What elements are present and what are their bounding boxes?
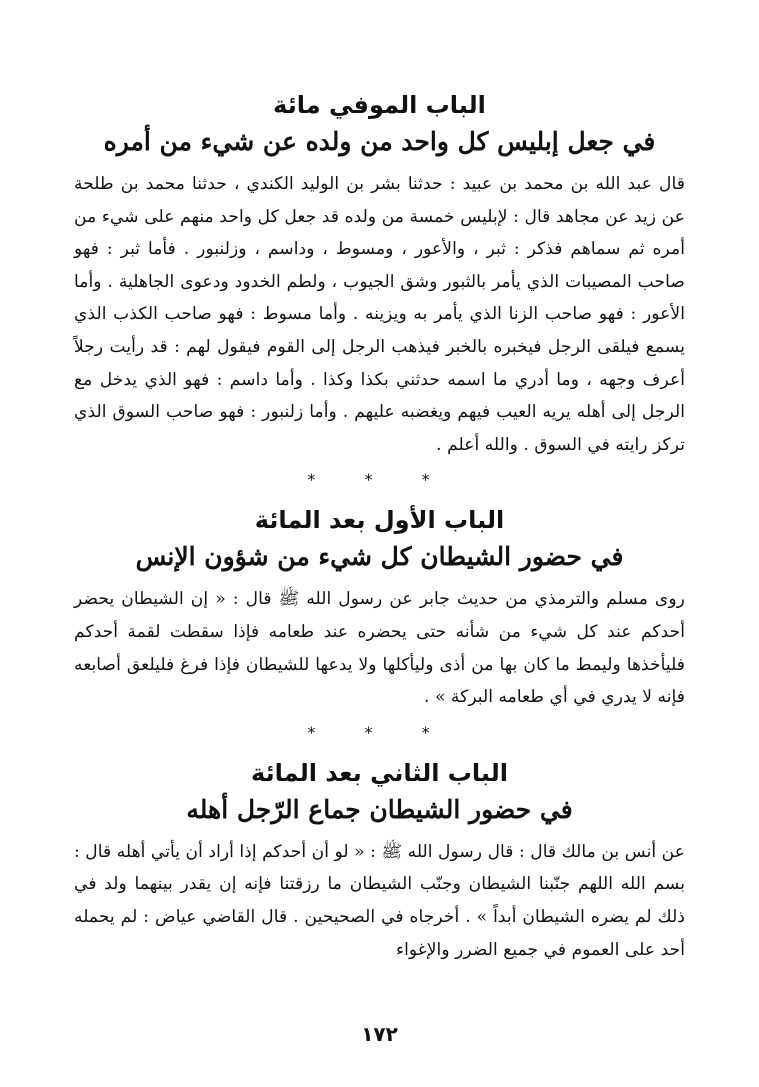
chapter-body: عن أنس بن مالك قال : قال رسول الله ﷺ : « لو أن أحدكم إذا أراد أن يأتي أهله قال : بسم الله اللهم جنّبنا الشيطان وجنّب الشيطان ما رزقتنا فإنه إن يقدر بينهما ولد في ذلك لم يضره الشيطان أبداً » . أخرجاه في الصحيحين . قال القاضي عياض : لم يحمله أحد على العموم في جميع الضرر والإغواء — [74, 841, 685, 960]
section-separator: * * * — [307, 470, 452, 490]
chapter-subtitle: في حضور الشيطان جماع الرّجل أهله — [186, 794, 573, 824]
chapter-body: روى مسلم والترمذي من حديث جابر عن رسول الله ﷺ قال : « إن الشيطان يحضر أحدكم عند كل شيء من شأنه حتى يحضره عند طعامه فإذا سقطت لقمة أحدكم فليأخذها وليمط ما كان بها من أذى وليأكلها ولا يدعها للشيطان فإذا فرغ فليلعق أصابعه فإنه لا يدري في أي طعامه البركة » . — [74, 589, 685, 708]
page-number: ١٧٢ — [361, 1022, 398, 1046]
chapter-title: الباب الأول بعد المائة — [254, 506, 505, 535]
chapter-body: قال عبد الله بن محمد بن عبيد : حدثنا بشر بن الوليد الكندي ، حدثنا محمد بن طلحة عن زيد عن مجاهد قال : لإبليس خمسة من ولده قد جعل كل واحد منهم على شيء من أمره ثم سماهم فذكر : ثبر ، والأعور ، ومسوط ، وداسم ، وزلنبور . فأما ثبر : فهو صاحب المصيبات الذي يأمر بالثبور وشق الجيوب ، ولطم الخدود ودعوى الجاهلية . وأما الأعور : فهو صاحب الزنا الذي يأمر به ويزينه . وأما مسوط : فهو صاحب الكذب الذي يسمع فيلقى الرجل فيخبره بالخبر فيذهب الرجل إلى القوم فيقول لهم : قد رأيت رجلاً أعرف وجهه ، وما أدري ما اسمه حدثني بكذا وكذا . وأما داسم : فهو الذي يدخل مع الرجل إلى أهله يريه العيب فيهم ويغضبه عليهم . وأما زلنبور : فهو صاحب السوق الذي تركز رايته في السوق . والله أعلم . — [74, 174, 685, 455]
chapter-subtitle: في جعل إبليس كل واحد من ولده عن شيء من أمره — [103, 127, 656, 156]
chapter-title: الباب الثاني بعد المائة — [251, 758, 508, 787]
chapter-subtitle: في حضور الشيطان كل شيء من شؤون الإنس — [135, 542, 624, 572]
chapter-title: الباب الموفي مائة — [273, 91, 486, 119]
section-separator: * * * — [307, 722, 452, 742]
